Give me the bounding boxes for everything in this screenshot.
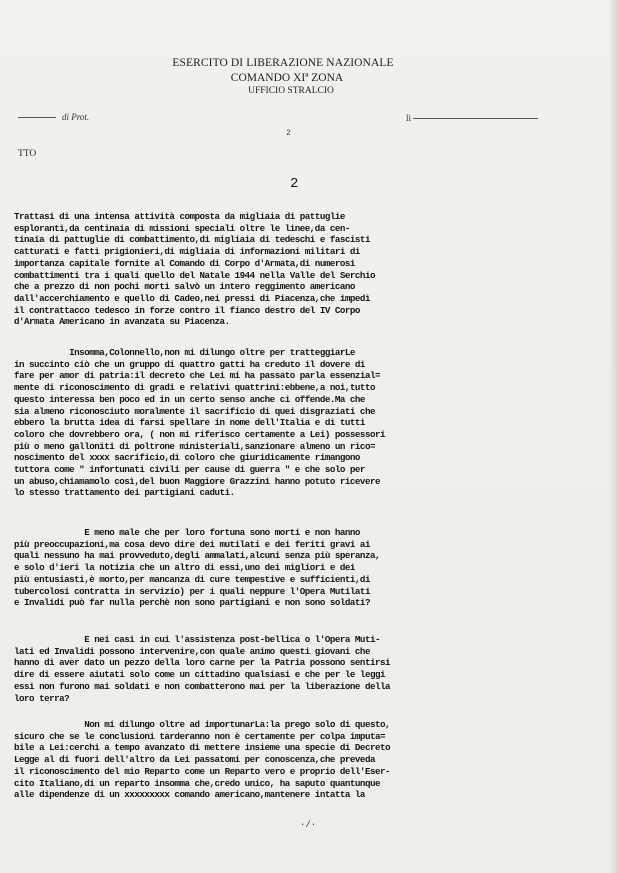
paragraph-2 bbox=[14, 347, 589, 499]
date-label: li bbox=[406, 113, 412, 123]
date-blank bbox=[413, 118, 538, 119]
text-line: più preoccupazioni,ma cosa devo dire dei mutilati e dei feriti gravi ai bbox=[14, 538, 370, 550]
text-line: in succinto ciò che un gruppo di quattro gatti ha creduto il dovere di bbox=[14, 358, 365, 370]
text-line: mente di riconoscimento di gradi e relativi quattrini:ebbene,a noi,tutto bbox=[14, 382, 375, 394]
page-edge bbox=[610, 0, 618, 873]
text-line: tuttora come " infortunati civili per cause di guerra " e che solo per bbox=[14, 464, 365, 476]
text-line: dall'accerchiamento e quello di Cadeo,nei pressi di Piacenza,che impedì bbox=[14, 292, 370, 304]
text-line: fare per amor di patria:il decreto che Lei mi ha passato parla essenzial= bbox=[14, 370, 380, 382]
text-line: e Invalidi può far nulla perchè non sono partigiani e non sono soldati? bbox=[14, 597, 370, 609]
text-line: combattimenti tra i quali quello del Natale 1944 nella Valle del Serchio bbox=[14, 269, 375, 281]
letterhead-line-2: COMANDO XIª ZONA bbox=[230, 72, 344, 84]
continuation-mark: ·/· bbox=[300, 820, 317, 830]
text-line: alle dipendenze di un xxxxxxxxx comando americano,mantenere intatta la bbox=[14, 789, 365, 801]
text-line: sicuro che se le conclusioni tarderanno non è certamente per colpa imputa= bbox=[14, 730, 385, 742]
text-line: più o meno galloniti di poltrone ministeriali,sanzionare almeno un rico= bbox=[14, 440, 375, 452]
text-line: il contrattacco tedesco in forze contro il fianco destro del IV Corpo bbox=[14, 304, 360, 316]
text-line: Trattasi di una intensa attività composta da migliaia di pattuglie bbox=[14, 211, 345, 222]
text-line: esploranti,da centinaia di missioni speciali oltre le linee,da cen- bbox=[14, 222, 350, 234]
text-line: ebbero la brutta idea di farsi spellare in nome dell'Italia e di tutti bbox=[14, 417, 365, 429]
text-line: importanza capitale fornite al Comando di Corpo d'Armata,di numerosi bbox=[14, 257, 355, 269]
text-line: noscimento del xxxx sacrificio,di coloro che giuridicamente rimangono bbox=[14, 452, 360, 464]
paragraph-5 bbox=[14, 719, 589, 801]
addressee-fragment: TTO bbox=[18, 149, 37, 159]
text-line: loro terra? bbox=[14, 692, 70, 704]
text-line: un abuso,chiamamolo così,del buon Maggiore Grazzini hanno potuto ricevere bbox=[14, 475, 380, 487]
top-mark: 2 bbox=[286, 129, 291, 138]
text-line: Non mi dilungo oltre ad importunarLa:la prego solo di questo, bbox=[14, 719, 391, 730]
text-line: Legge al di fuori dell'altro da Lei passatomi per conoscenza,che preveda bbox=[14, 754, 375, 766]
text-line: e solo d'ieri la notizia che un altro di essi,uno dei migliori e dei bbox=[14, 562, 355, 574]
text-line: lo stesso trattamento dei partigiani caduti. bbox=[14, 487, 235, 499]
text-line: Insomma,Colonnello,non mi dilungo oltre per tratteggiarLe bbox=[14, 347, 355, 358]
text-line: d'Armata Americano in avanzata su Piacenza. bbox=[14, 316, 230, 328]
text-line: essi non furono mai soldati e non combatterono mai per la liberazione della bbox=[14, 680, 391, 692]
text-line: che a prezzo di non pochi morti salvò un intero reggimento americano bbox=[14, 281, 355, 293]
text-line: bile a Lei:cerchi a tempo avanzato di mettere insieme una specie di Decreto bbox=[14, 742, 391, 754]
text-line: tinaia di pattuglie di combattimento,di migliaia di tedeschi e fascisti bbox=[14, 234, 370, 246]
text-line: cito Italiano,di un reparto insomma che,credo unico, ha saputo quantunque bbox=[14, 777, 380, 789]
text-line: catturati e fatti prigionieri,di migliaia di informazioni militari di bbox=[14, 246, 360, 258]
text-line: coloro che dovrebbero ora, ( non mi riferisco certamente a Lei) possessori bbox=[14, 428, 385, 440]
letterhead-line-3: UFFICIO STRALCIO bbox=[248, 86, 334, 96]
text-line: quali nessuno ha mai provveduto,degli ammalati,alcuni senza più speranza, bbox=[14, 550, 380, 562]
paragraph-1 bbox=[14, 211, 589, 328]
protocol-blank bbox=[18, 117, 56, 118]
text-line: dire di essere aiutati solo come un cittadino qualsiasi e che per le leggi bbox=[14, 669, 385, 681]
text-line: tubercolosi contratta in servizio) per i quali neppure l'Opera Mutilati bbox=[14, 585, 370, 597]
text-line: questo interessa ben poco ed in un certo senso anche ci offende.Ma che bbox=[14, 393, 365, 405]
text-line: hanno di aver dato un pezzo della loro carne per la Patria possono sentirsi bbox=[14, 657, 391, 669]
text-line: più entusiasti,è morto,per mancanza di cure tempestive e sufficienti,di bbox=[14, 573, 370, 585]
date-field bbox=[406, 113, 538, 123]
text-line: lati ed Invalidi possono intervenire,con quale animo questi giovani che bbox=[14, 645, 370, 657]
protocol-field bbox=[18, 112, 89, 122]
page-number: 2 bbox=[290, 176, 299, 192]
text-line: il riconoscimento del mio Reparto come un Reparto vero e proprio dell'Eser- bbox=[14, 765, 391, 777]
paragraph-3 bbox=[14, 527, 589, 609]
text-line: E nei casi in cui l'assistenza post-bellica o l'Opera Muti- bbox=[14, 634, 380, 645]
text-line: sia almeno riconosciuto moralmente il sacrificio di quei disgraziati che bbox=[14, 405, 375, 417]
text-line: E meno male che per loro fortuna sono morti e non hanno bbox=[14, 527, 360, 538]
protocol-label: di Prot. bbox=[62, 112, 90, 122]
letterhead-line-1: ESERCITO DI LIBERAZIONE NAZIONALE bbox=[172, 57, 394, 69]
paragraph-4 bbox=[14, 634, 589, 704]
